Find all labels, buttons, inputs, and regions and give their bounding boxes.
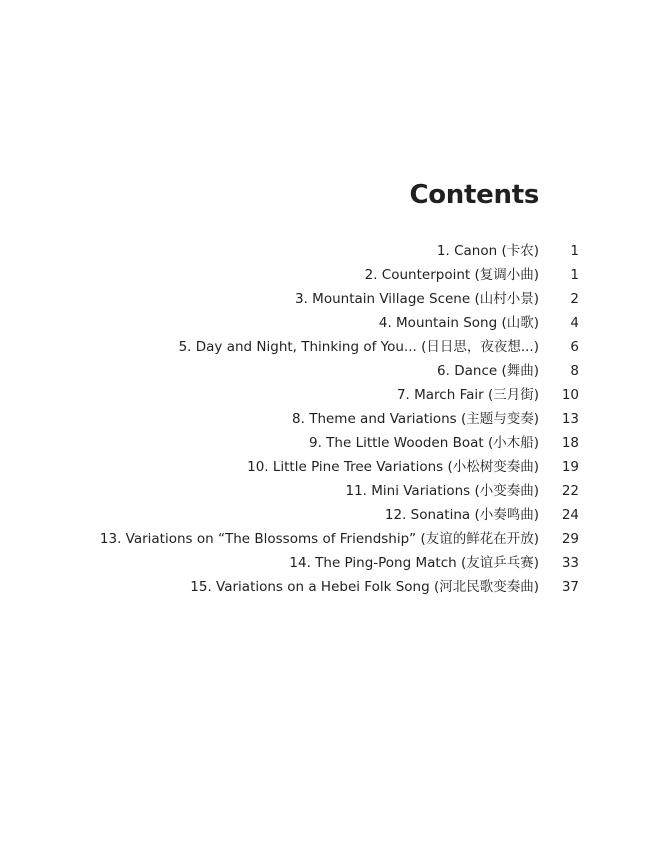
toc-entry-page: 13	[561, 411, 579, 427]
toc-entry-page: 6	[570, 339, 579, 355]
toc-entry	[0, 503, 666, 527]
toc-entry-title: 15. Variations on a Hebei Folk Song (河北民歌变奏曲)	[190, 579, 539, 595]
toc-entry-page: 37	[561, 579, 579, 595]
toc-entry	[0, 359, 666, 383]
toc-entry-title: 10. Little Pine Tree Variations (小松树变奏曲)	[247, 459, 539, 475]
toc-entry	[0, 575, 666, 599]
toc-entry	[0, 431, 666, 455]
toc-list	[0, 239, 666, 599]
toc-entry	[0, 479, 666, 503]
toc-entry-page: 1	[570, 243, 579, 259]
toc-entry	[0, 263, 666, 287]
toc-entry-title: 1. Canon (卡农)	[436, 243, 539, 259]
toc-entry	[0, 335, 666, 359]
toc-entry-title: 4. Mountain Song (山歌)	[378, 315, 539, 331]
toc-entry-title: 6. Dance (舞曲)	[437, 363, 539, 379]
toc-entry-title: 8. Theme and Variations (主题与变奏)	[292, 411, 539, 427]
toc-entry-title: 5. Day and Night, Thinking of You... (日日思，夜夜想...)	[178, 339, 539, 355]
toc-entry-page: 8	[570, 363, 579, 379]
toc-entry-title: 11. Mini Variations (小变奏曲)	[345, 483, 539, 499]
toc-entry-title: 12. Sonatina (小奏鸣曲)	[384, 507, 539, 523]
toc-entry-title: 3. Mountain Village Scene (山村小景)	[295, 291, 539, 307]
toc-entry	[0, 407, 666, 431]
toc-entry-page: 4	[570, 315, 579, 331]
toc-entry-page: 33	[561, 555, 579, 571]
toc-entry-title: 2. Counterpoint (复调小曲)	[364, 267, 539, 283]
page-title: Contents	[409, 180, 539, 210]
toc-entry	[0, 311, 666, 335]
toc-entry-page: 22	[561, 483, 579, 499]
toc-entry	[0, 455, 666, 479]
toc-entry-page: 10	[561, 387, 579, 403]
toc-entry-page: 29	[561, 531, 579, 547]
toc-entry	[0, 287, 666, 311]
toc-entry-title: 9. The Little Wooden Boat (小木船)	[309, 435, 539, 451]
toc-entry	[0, 383, 666, 407]
toc-entry	[0, 551, 666, 575]
toc-entry-title: 14. The Ping-Pong Match (友谊乒乓赛)	[289, 555, 539, 571]
toc-entry-title: 7. March Fair (三月街)	[396, 387, 539, 403]
toc-entry-page: 2	[570, 291, 579, 307]
toc-entry-title: 13. Variations on “The Blossoms of Friendship” (友谊的鲜花在开放)	[99, 531, 539, 547]
toc-entry-page: 18	[561, 435, 579, 451]
toc-entry-page: 19	[561, 459, 579, 475]
toc-entry	[0, 239, 666, 263]
toc-entry-page: 24	[561, 507, 579, 523]
toc-entry	[0, 527, 666, 551]
toc-entry-page: 1	[570, 267, 579, 283]
